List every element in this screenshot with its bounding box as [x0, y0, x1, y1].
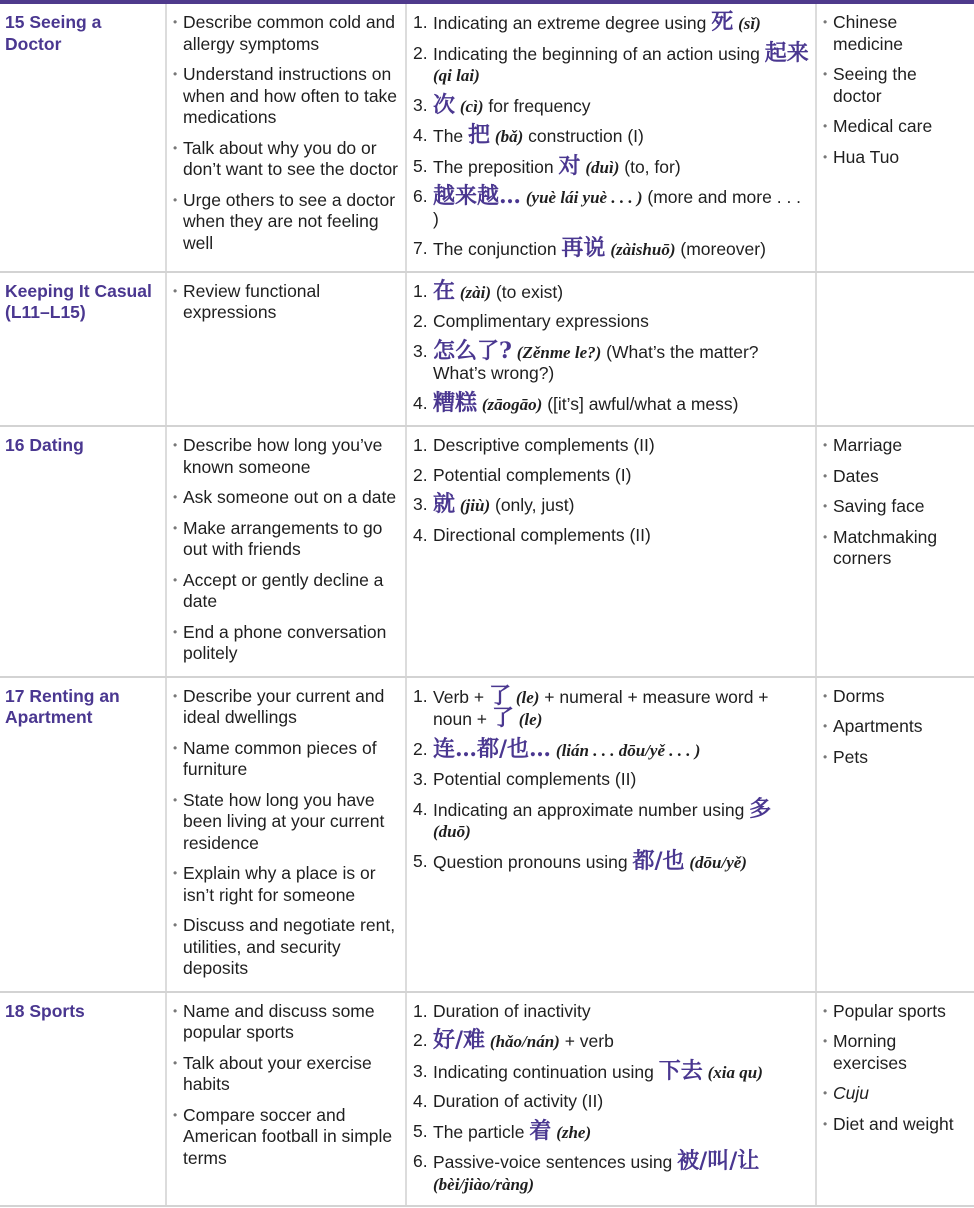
lesson-title: 16 Dating: [5, 435, 84, 455]
objective-text: Understand instructions on when and how often to take medications: [183, 64, 398, 127]
objective-text: Talk about why you do or don’t want to see the doctor: [183, 137, 398, 179]
objective-item: [172, 570, 399, 613]
objective-item: [172, 1105, 399, 1170]
grammar-text: The preposition: [433, 156, 559, 177]
culture-item: [822, 747, 968, 769]
grammar-item: [412, 1148, 809, 1195]
pinyin: (zài): [459, 282, 492, 302]
culture-text: Marriage: [833, 435, 903, 455]
culture-text: Dorms: [833, 685, 885, 706]
grammar-item: [412, 235, 809, 261]
lesson-title: Keeping It Casual (L11–L15): [5, 280, 152, 322]
objective-text: Urge others to see a doctor when they are not feeling well: [183, 189, 396, 253]
lesson-row: [0, 4, 974, 272]
culture-text: Matchmaking corners: [833, 526, 938, 568]
grammar-text: Passive-voice sentences using: [433, 1152, 678, 1172]
pinyin: (cì): [459, 96, 484, 116]
chinese-characters: 着: [529, 1117, 552, 1144]
grammar-item: [412, 769, 809, 791]
pinyin: (hǎo/nán): [489, 1032, 560, 1051]
syllabus-table: [0, 4, 974, 1207]
grammar-number: 5.: [413, 1120, 428, 1141]
pinyin: (sǐ): [738, 14, 761, 33]
grammar-number: 1.: [413, 12, 428, 32]
objectives-cell: [166, 992, 406, 1207]
objective-item: [172, 686, 399, 729]
grammar-item: [412, 435, 809, 457]
grammar-text: (What’s the matter? What’s wrong?): [433, 341, 759, 383]
grammar-item: [412, 1001, 809, 1023]
objectives-cell: [166, 272, 406, 427]
pinyin: (jiù): [459, 496, 491, 515]
grammar-item: [412, 1057, 809, 1084]
culture-text: Morning exercises: [833, 1031, 907, 1073]
objectives-list: [172, 435, 399, 665]
objective-item: [172, 281, 399, 324]
culture-text: Diet and weight: [833, 1113, 954, 1134]
grammar-number: 3.: [413, 769, 428, 789]
culture-cell: [816, 426, 974, 677]
pinyin: (zàishuō): [610, 240, 676, 259]
grammar-number: 5.: [413, 850, 428, 871]
grammar-text: Potential complements (II): [433, 769, 637, 789]
grammar-number: 4.: [413, 392, 428, 413]
objective-item: [172, 435, 399, 478]
culture-list: [822, 12, 968, 168]
grammar-text: Question pronouns using: [433, 851, 633, 872]
pinyin: (le): [515, 687, 540, 707]
lesson-title: 18 Sports: [5, 1000, 85, 1021]
grammar-item: [412, 277, 809, 304]
objectives-cell: [166, 4, 406, 272]
culture-list: [822, 1001, 968, 1136]
syllabus-rows: [0, 4, 974, 1206]
chinese-characters: 再说: [561, 235, 606, 261]
grammar-number: 4.: [413, 1091, 428, 1111]
culture-text: Cuju: [833, 1083, 869, 1103]
culture-item: [822, 116, 968, 138]
culture-item: [822, 1031, 968, 1074]
grammar-item: [412, 337, 809, 385]
objective-text: State how long you have been living at your current residence: [183, 789, 385, 853]
grammar-number: 2.: [413, 42, 428, 63]
chinese-characters: 多: [749, 795, 772, 822]
objective-item: [172, 738, 399, 781]
objective-item: [172, 863, 399, 906]
culture-list: [822, 686, 968, 769]
lesson-title-cell: [0, 4, 166, 272]
objective-item: [172, 487, 399, 509]
lesson-title-cell: [0, 272, 166, 427]
pinyin: (dōu/yě): [689, 852, 747, 872]
chinese-characters: 都/也: [632, 847, 685, 874]
pinyin: (bǎ): [494, 127, 524, 146]
objective-text: Discuss and negotiate rent, utilities, and security deposits: [183, 915, 396, 978]
objective-item: [172, 190, 399, 255]
pinyin: (duō): [433, 822, 471, 841]
grammar-number: 1.: [413, 1000, 428, 1021]
grammar-number: 1.: [413, 685, 428, 706]
pinyin: (xia qu): [707, 1062, 763, 1082]
grammar-cell: [406, 4, 816, 272]
objective-item: [172, 915, 399, 980]
grammar-list: [412, 682, 809, 874]
grammar-cell: [406, 677, 816, 992]
culture-list: [822, 435, 968, 570]
grammar-number: 1.: [413, 435, 428, 455]
grammar-number: 6.: [413, 186, 428, 206]
grammar-text: Duration of activity (II): [433, 1091, 604, 1111]
pinyin: (yuè lái yuè . . . ): [525, 188, 643, 207]
pinyin: (duì): [585, 157, 620, 177]
grammar-number: 3.: [413, 340, 428, 361]
grammar-item: [412, 735, 809, 762]
grammar-text: Verb +: [433, 686, 489, 707]
grammar-text: (only, just): [490, 495, 575, 515]
grammar-item: [412, 389, 809, 416]
grammar-text: Indicating an extreme degree using: [433, 13, 712, 33]
objective-item: [172, 138, 399, 181]
grammar-item: [412, 91, 809, 118]
lesson-row: [0, 426, 974, 677]
chinese-characters: 死: [711, 9, 734, 35]
lesson-row: [0, 677, 974, 992]
grammar-text: construction (I): [523, 126, 644, 146]
grammar-cell: [406, 992, 816, 1207]
culture-item: [822, 435, 968, 457]
chinese-characters: 在: [433, 277, 456, 304]
grammar-list: [412, 9, 809, 261]
grammar-number: 3.: [413, 1060, 428, 1081]
objective-text: Review functional expressions: [183, 280, 321, 322]
grammar-text: Potential complements (I): [433, 464, 632, 485]
objective-text: Make arrangements to go out with friends: [183, 517, 383, 559]
grammar-text: The particle: [433, 1121, 530, 1142]
pinyin: (bèi/jiào/ràng): [433, 1174, 535, 1194]
grammar-text: (more and more . . . ): [433, 187, 802, 229]
grammar-text: (to exist): [491, 281, 564, 302]
chinese-characters: 下去: [658, 1057, 703, 1084]
chinese-characters: 次: [433, 91, 456, 118]
objective-item: [172, 1053, 399, 1096]
objectives-list: [172, 281, 399, 324]
chinese-characters: 了: [488, 682, 511, 709]
pinyin: (le): [518, 710, 543, 729]
lesson-row: [0, 992, 974, 1207]
grammar-text: Indicating continuation using: [433, 1061, 659, 1082]
grammar-list: [412, 435, 809, 546]
objectives-list: [172, 686, 399, 980]
culture-cell: [816, 4, 974, 272]
culture-item: [822, 527, 968, 570]
grammar-text: (moreover): [675, 239, 766, 259]
chinese-characters: 糟糕: [433, 389, 478, 416]
grammar-number: 2.: [413, 738, 428, 759]
objective-text: Describe how long you’ve known someone: [183, 435, 383, 477]
culture-text: Seeing the doctor: [833, 64, 917, 106]
grammar-text: + numeral + measure word + noun +: [433, 686, 769, 729]
grammar-text: Indicating an approximate number using: [433, 799, 750, 820]
culture-item: [822, 686, 968, 708]
objectives-list: [172, 12, 399, 254]
objective-item: [172, 518, 399, 561]
culture-text: Chinese medicine: [833, 12, 904, 54]
culture-cell: [816, 992, 974, 1207]
grammar-list: [412, 1001, 809, 1196]
objective-text: Explain why a place is or isn’t right for someone: [183, 863, 376, 905]
grammar-item: [412, 183, 809, 230]
grammar-number: 4.: [413, 125, 428, 145]
lesson-title-cell: [0, 992, 166, 1207]
lesson-row: [0, 272, 974, 427]
culture-item: [822, 466, 968, 488]
grammar-list: [412, 277, 809, 416]
objective-item: [172, 1001, 399, 1044]
chinese-characters: 好/难: [433, 1027, 486, 1053]
culture-item: [822, 1001, 968, 1023]
grammar-text: Duration of inactivity: [433, 1000, 591, 1021]
grammar-item: [412, 1027, 809, 1053]
grammar-item: [412, 525, 809, 547]
lesson-title-cell: [0, 677, 166, 992]
grammar-text: + verb: [559, 1031, 614, 1051]
pinyin: (lián . . . dōu/yě . . . ): [555, 740, 701, 760]
grammar-number: 3.: [413, 494, 428, 514]
pinyin: (qi lai): [433, 66, 480, 85]
grammar-item: [412, 39, 809, 87]
pinyin: (zhe): [556, 1122, 592, 1142]
chinese-characters: 对: [558, 152, 581, 179]
objectives-cell: [166, 677, 406, 992]
objective-item: [172, 790, 399, 855]
grammar-item: [412, 491, 809, 517]
pinyin: (Zěnme le?): [516, 342, 602, 362]
objective-text: Describe common cold and allergy symptoms: [183, 12, 396, 54]
chinese-characters: 了: [491, 705, 514, 731]
grammar-text: (to, for): [619, 156, 681, 177]
grammar-item: [412, 311, 809, 333]
objectives-list: [172, 1001, 399, 1170]
objective-text: Talk about your exercise habits: [183, 1052, 372, 1094]
culture-text: Pets: [833, 746, 869, 767]
objective-text: Name and discuss some popular sports: [183, 1000, 375, 1042]
culture-item: [822, 1083, 968, 1105]
grammar-text: Directional complements (II): [433, 524, 651, 545]
grammar-number: 4.: [413, 524, 428, 545]
grammar-number: 5.: [413, 155, 428, 176]
grammar-number: 2.: [413, 1030, 428, 1050]
objective-item: [172, 622, 399, 665]
objectives-cell: [166, 426, 406, 677]
objective-text: End a phone conversation politely: [183, 621, 387, 663]
grammar-item: [412, 847, 809, 874]
chinese-characters: 把: [468, 122, 491, 148]
grammar-cell: [406, 272, 816, 427]
chinese-characters: 被/叫/让: [677, 1148, 760, 1174]
objective-text: Describe your current and ideal dwellings: [183, 685, 385, 727]
grammar-item: [412, 1091, 809, 1113]
grammar-item: [412, 122, 809, 148]
culture-item: [822, 716, 968, 738]
grammar-text: ([it’s] awful/what a mess): [542, 393, 739, 414]
objective-text: Accept or gently decline a date: [183, 569, 384, 611]
grammar-cell: [406, 426, 816, 677]
culture-item: [822, 12, 968, 55]
chinese-characters: 怎么了?: [433, 337, 512, 364]
culture-item: [822, 64, 968, 107]
culture-text: Saving face: [833, 496, 925, 516]
chinese-characters: 起来: [764, 39, 809, 66]
pinyin: (zāogāo): [481, 394, 543, 414]
grammar-text: Descriptive complements (II): [433, 435, 655, 455]
objective-text: Name common pieces of furniture: [183, 737, 377, 779]
grammar-number: 2.: [413, 464, 428, 485]
lesson-title: 17 Renting an Apartment: [5, 685, 120, 727]
grammar-item: [412, 795, 809, 843]
culture-item: [822, 147, 968, 169]
grammar-number: 6.: [413, 1151, 428, 1171]
grammar-number: 2.: [413, 311, 428, 331]
grammar-text: Indicating the beginning of an action using: [433, 43, 765, 64]
grammar-item: [412, 9, 809, 35]
grammar-text: The conjunction: [433, 239, 562, 259]
culture-item: [822, 496, 968, 518]
culture-text: Hua Tuo: [833, 146, 900, 167]
grammar-item: [412, 465, 809, 487]
culture-text: Dates: [833, 465, 879, 486]
objective-text: Compare soccer and American football in simple terms: [183, 1104, 393, 1168]
objective-item: [172, 12, 399, 55]
grammar-number: 1.: [413, 280, 428, 301]
objective-text: Ask someone out on a date: [183, 487, 397, 507]
grammar-text: for frequency: [483, 95, 591, 116]
grammar-text: The: [433, 126, 469, 146]
grammar-item: [412, 1117, 809, 1144]
grammar-number: 3.: [413, 94, 428, 115]
culture-item: [822, 1114, 968, 1136]
objective-item: [172, 64, 399, 129]
lesson-title-cell: [0, 426, 166, 677]
culture-text: Apartments: [833, 716, 923, 736]
lesson-title: 15 Seeing a Doctor: [5, 12, 102, 54]
culture-text: Popular sports: [833, 1000, 946, 1021]
grammar-item: [412, 682, 809, 731]
grammar-item: [412, 152, 809, 179]
culture-text: Medical care: [833, 116, 933, 136]
culture-cell: [816, 677, 974, 992]
culture-cell: [816, 272, 974, 427]
grammar-text: Complimentary expressions: [433, 311, 649, 331]
grammar-number: 7.: [413, 238, 428, 258]
chinese-characters: 就: [433, 491, 456, 517]
chinese-characters: 连…都/也…: [433, 735, 552, 762]
chinese-characters: 越来越…: [433, 183, 522, 209]
grammar-number: 4.: [413, 798, 428, 819]
